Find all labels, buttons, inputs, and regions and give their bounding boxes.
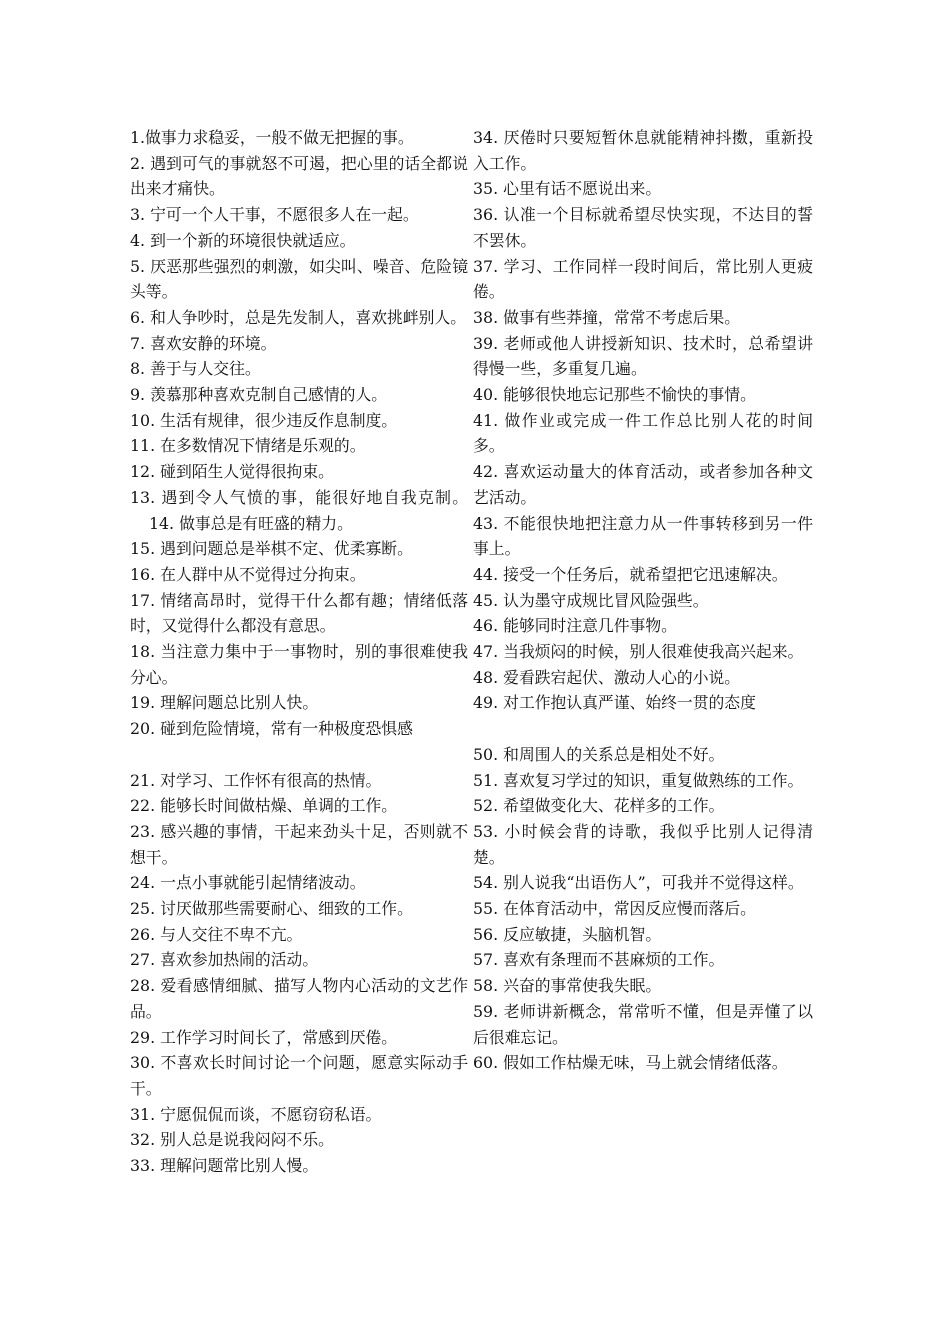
question-item: 60. 假如工作枯燥无味，马上就会情绪低落。 — [473, 1053, 788, 1073]
question-item: 9. 羡慕那种喜欢克制自己感情的人。 — [130, 385, 388, 405]
question-item: 35. 心里有话不愿说出来。 — [473, 179, 662, 199]
question-item: 19. 理解问题总比别人快。 — [130, 693, 319, 713]
question-item: 22. 能够长时间做枯燥、单调的工作。 — [130, 796, 398, 816]
question-item: 14. 做事总是有旺盛的精力。 — [148, 513, 353, 533]
question-item: 52. 希望做变化大、花样多的工作。 — [473, 796, 725, 816]
question-item: 32. 别人总是说我闷闷不乐。 — [130, 1130, 334, 1150]
question-item: 37. 学习、工作同样一段时间后，常比别人更疲倦。 — [473, 256, 813, 302]
question-item: 4. 到一个新的环境很快就适应。 — [130, 230, 356, 250]
question-item: 47. 当我烦闷的时候，别人很难使我高兴起来。 — [473, 642, 804, 662]
question-item: 18. 当注意力集中于一事物时，别的事很难使我分心。 — [130, 642, 468, 687]
question-item: 45. 认为墨守成规比冒风险强些。 — [473, 590, 709, 610]
question-item: 57. 喜欢有条理而不甚麻烦的工作。 — [473, 950, 725, 970]
question-item: 24. 一点小事就能引起情绪波动。 — [130, 873, 366, 893]
question-item: 58. 兴奋的事常使我失眠。 — [473, 976, 662, 996]
question-item: 25. 讨厌做那些需要耐心、细致的工作。 — [130, 899, 413, 919]
question-item: 17. 情绪高昂时，觉得干什么都有趣；情绪低落时，又觉得什么都没有意思。 — [130, 590, 468, 636]
question-item: 12. 碰到陌生人觉得很拘束。 — [130, 462, 334, 482]
question-item: 46. 能够同时注意几件事物。 — [473, 616, 677, 636]
question-item: 11. 在多数情况下情绪是乐观的。 — [130, 436, 366, 456]
question-item: 13. 遇到令人气愤的事，能很好地自我克制。 — [130, 487, 468, 507]
question-item: 42. 喜欢运动量大的体育活动，或者参加各种文艺活动。 — [473, 462, 813, 507]
question-item: 23. 感兴趣的事情，干起来劲头十足，否则就不想干。 — [130, 821, 468, 867]
question-item: 33. 理解问题常比别人慢。 — [130, 1156, 319, 1176]
question-item: 30. 不喜欢长时间讨论一个问题，愿意实际动手干。 — [130, 1053, 468, 1098]
question-item: 39. 老师或他人讲授新知识、技术时，总希望讲得慢一些，多重复几遍。 — [473, 333, 813, 379]
question-item: 41. 做作业或完成一件工作总比别人花的时间多。 — [473, 410, 813, 456]
question-item: 49. 对工作抱认真严谨、始终一贯的态度 — [473, 693, 756, 713]
question-item: 5. 厌恶那些强烈的刺激，如尖叫、噪音、危险镜头等。 — [130, 256, 468, 302]
question-item: 26. 与人交往不卑不亢。 — [130, 924, 303, 944]
question-item: 8. 善于与人交往。 — [130, 359, 261, 379]
question-item: 20. 碰到危险情境，常有一种极度恐惧感 — [130, 719, 413, 739]
question-item: 56. 反应敏捷，头脑机智。 — [473, 924, 662, 944]
question-item: 34. 厌倦时只要短暂休息就能精神抖擞，重新投入工作。 — [473, 128, 813, 173]
question-item: 59. 老师讲新概念，常常听不懂，但是弄懂了以后很难忘记。 — [473, 1001, 813, 1047]
question-item: 3. 宁可一个人干事，不愿很多人在一起。 — [130, 205, 419, 225]
question-item: 29. 工作学习时间长了，常感到厌倦。 — [130, 1027, 398, 1047]
question-item: 10. 生活有规律，很少违反作息制度。 — [130, 410, 398, 430]
question-item: 38. 做事有些莽撞，常常不考虑后果。 — [473, 307, 741, 327]
question-item: 53. 小时候会背的诗歌，我似乎比别人记得清楚。 — [473, 821, 813, 867]
question-item: 1.做事力求稳妥，一般不做无把握的事。 — [130, 128, 414, 147]
question-item: 16. 在人群中从不觉得过分拘束。 — [130, 564, 366, 584]
question-item: 28. 爱看感情细腻、描写人物内心活动的文艺作品。 — [130, 976, 468, 1021]
question-item: 55. 在体育活动中，常因反应慢而落后。 — [473, 899, 756, 919]
question-item: 7. 喜欢安静的环境。 — [130, 333, 277, 353]
question-item: 44. 接受一个任务后，就希望把它迅速解决。 — [473, 564, 788, 584]
question-item: 6. 和人争吵时，总是先发制人，喜欢挑衅别人。 — [130, 307, 467, 327]
question-item-pair — [130, 485, 468, 536]
question-item: 54. 别人说我“出语伤人”，可我并不觉得这样。 — [473, 873, 804, 893]
question-item: 50. 和周围人的关系总是相处不好。 — [473, 744, 725, 764]
paragraph-gap — [130, 742, 468, 768]
question-item: 40. 能够很快地忘记那些不愉快的事情。 — [473, 385, 756, 405]
question-item: 27. 喜欢参加热闹的活动。 — [130, 950, 319, 970]
question-item: 15. 遇到问题总是举棋不定、优柔寡断。 — [130, 539, 413, 559]
left-question-column — [130, 125, 468, 1179]
question-item: 21. 对学习、工作怀有很高的热情。 — [130, 770, 382, 790]
question-item: 51. 喜欢复习学过的知识，重复做熟练的工作。 — [473, 770, 804, 790]
question-item: 48. 爱看跌宕起伏、激动人心的小说。 — [473, 667, 741, 687]
paragraph-gap — [473, 716, 813, 742]
question-item: 2. 遇到可气的事就怒不可遏，把心里的话全都说出来才痛快。 — [130, 153, 468, 199]
right-question-column — [473, 125, 813, 1076]
question-item: 31. 宁愿侃侃而谈，不愿窃窃私语。 — [130, 1104, 382, 1124]
question-item: 43. 不能很快地把注意力从一件事转移到另一件事上。 — [473, 513, 813, 559]
question-item: 36. 认准一个目标就希望尽快实现，不达目的誓不罢休。 — [473, 205, 813, 250]
